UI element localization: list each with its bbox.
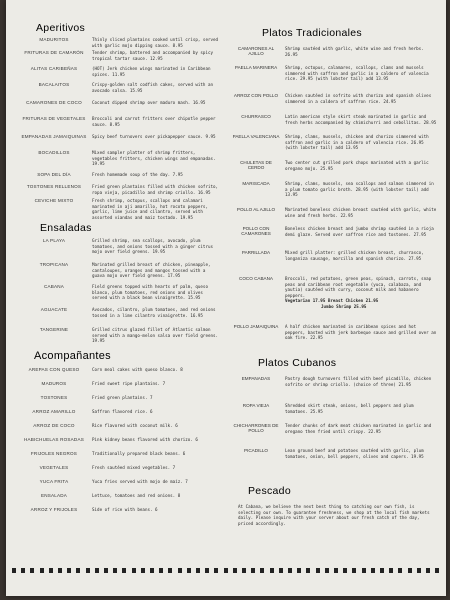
item-desc: Marinated boneless chicken breast sautéed with garlic, white wine and fresh herbs. 22.95 [285, 207, 437, 218]
item-name: AGUACATE [40, 307, 68, 312]
item-price-line: Vegetarian 17.95 Breast Chicken 21.95 [285, 298, 379, 304]
item-price-line: Jumbo Shrimp 25.95 [321, 303, 367, 309]
binding-hole [113, 568, 117, 573]
item-name: CHURRASCO [241, 114, 271, 119]
binding-hole [224, 568, 228, 573]
item-name: POLLO AL AJILLO [236, 207, 276, 212]
item-name: LA PLAYA [42, 238, 66, 243]
item-desc: Grilled shrimp, sea scallops, avocado, plum tomatoes, and onions tossed with a ginger citrus mojo over field greens. 19.95 [92, 238, 214, 255]
item-desc: Shrimp sautéed with garlic, white wine and fresh herbs. 26.95 [285, 46, 424, 57]
binding-hole [270, 568, 274, 573]
item-desc: Shrimp, octopus, calamares, scallops, clams and mussels simmered with saffron and garlic in a caldero of valencia rice. 29.95 (with lobster tail) add 13.95 [285, 65, 429, 82]
item-desc: Fried green plantains filled with chicken sofrito, ropa vieja, picadillo and shrimp criollo. 16.95 [92, 184, 219, 195]
item-desc: Fried sweet ripe plantains. 7 [92, 381, 166, 386]
item-desc: Fresh shrimp, octopus, scallops and calamari marinated in aji amarillo, hot rocoto peppers, garlic, lime juice and cilantro, served with assorted viandas and maiz tostado. 19.95 [92, 198, 208, 220]
binding-hole [104, 568, 108, 573]
item-name: ROPA VIEJA [242, 403, 270, 408]
section-title-acompanantes: Acompañantes [34, 350, 111, 362]
item-desc: Chicken sautéed in sofrito with chorizo and spanish olives simmered in a caldera of saffron rice. 24.95 [285, 93, 432, 104]
item-desc: Two center cut grilled pork chops marinated with a garlic oregano mojo. 25.95 [285, 160, 429, 171]
item-name: PICADILLO [244, 448, 268, 453]
binding-hole [214, 568, 218, 573]
item-name: ALITAS CARIBEÑAS [30, 66, 78, 71]
item-desc: Lean ground beef and potatoes sautéed with garlic, plum tomatoes, onion, bell peppers, olives and capers. 19.95 [285, 448, 424, 459]
binding-hole [417, 568, 421, 573]
item-name: SOPA DEL DÍA [37, 172, 71, 177]
menu-page [6, 0, 446, 596]
binding-hole [122, 568, 126, 573]
section-title-aperitivos: Aperitivos [36, 22, 86, 34]
binding-hole [334, 568, 338, 573]
item-name: FRITURAS DE CAMARÓN [24, 50, 84, 55]
binding-hole [288, 568, 292, 573]
item-desc: Fried green plantains. 7 [92, 395, 153, 400]
item-desc: Yuca fries served with mojo de maíz. 7 [92, 479, 188, 484]
item-name: CAMARONES DE COCO [26, 100, 82, 105]
item-desc: Grilled citrus glazed fillet of Atlantic salmon served with a mango-melon salsa over field greens. 19.95 [92, 327, 219, 344]
binding-hole [150, 568, 154, 573]
item-desc: Pink kidney beans flavored with chorizo. 6 [92, 437, 198, 442]
item-desc: (HOT) Jerk chicken wings marinated in Caribbean spices. 11.95 [92, 66, 211, 77]
binding-hole [426, 568, 430, 573]
item-desc: Boneless chicken breast and jumbo shrimp sautéed in a rioja demi glaze. Served over saffron rice and tostones. 27.95 [285, 226, 434, 237]
item-name: CAMARONES AL AJILLO [237, 46, 275, 56]
item-name: CHULETAS DE CERDO [240, 160, 272, 170]
binding-hole [398, 568, 402, 573]
item-name: BOCADILLOS [38, 150, 70, 155]
item-name: ARROZ CON POLLO [233, 93, 279, 98]
item-desc: Thinly sliced plantains cooked until crisp, served with garlic mojo dipping sauce. 8.95 [92, 37, 219, 48]
item-name: ARROZ DE COCO [33, 423, 75, 428]
binding-hole [95, 568, 99, 573]
binding-hole [297, 568, 301, 573]
item-name: YUCA FRITA [39, 479, 69, 484]
binding-hole [408, 568, 412, 573]
item-name: TANGERINE [39, 327, 69, 332]
item-desc: Lettuce, tomatoes and red onions. 8 [92, 493, 181, 498]
binding-hole [40, 568, 44, 573]
binding-hole [362, 568, 366, 573]
binding-hole [76, 568, 80, 573]
binding-hole [86, 568, 90, 573]
binding-hole [306, 568, 310, 573]
binding-hole [178, 568, 182, 573]
section-title-platos-cubanos: Platos Cubanos [258, 357, 337, 369]
item-name: MARISCADA [242, 181, 270, 186]
binding-hole [21, 568, 25, 573]
binding-hole [196, 568, 200, 573]
binding-hole [141, 568, 145, 573]
item-name: AREPAS CON QUESO [28, 367, 80, 372]
item-name: ENSALADA [40, 493, 68, 498]
binding-holes [6, 568, 446, 576]
item-desc: Field greens topped with hearts of palm, queso blanco, plum tomatoes, red onions and olives served with a black bean vinaigrette. 15.95 [92, 284, 208, 301]
binding-hole [352, 568, 356, 573]
item-desc: Shrimp, clams, mussels, chicken and chorizo simmered with saffron and garlic in a caldero of valencia rice. 26.95 (with lobster tail) add 13.95 [285, 134, 429, 151]
item-name: TOSTONES RELLENOS [26, 184, 82, 189]
item-desc: Spicy beef turnovers over pickapepper sauce. 9.95 [92, 134, 216, 139]
binding-hole [159, 568, 163, 573]
item-name: POLLO JAMAIQUINA [233, 324, 279, 329]
binding-hole [187, 568, 191, 573]
item-name: CEVICHE MIXTO [34, 198, 74, 203]
binding-hole [371, 568, 375, 573]
item-desc: Avocados, cilantro, plum tomatoes, and red onions tossed in a lime cilantro vinaigrette. 16.95 [92, 307, 216, 318]
item-desc [285, 276, 438, 310]
section-title-pescado: Pescado [248, 485, 291, 497]
binding-hole [132, 568, 136, 573]
item-desc: Tender shrimp, battered and accompanied by spicy tropical tartar sauce. 12.95 [92, 50, 214, 61]
item-name: ARROZ Y FRIJOLES [30, 507, 78, 512]
item-name: BACALAITOS [38, 82, 70, 87]
binding-hole [343, 568, 347, 573]
item-desc: Latin american style skirt steak marinated in garlic and fresh herbs accompanied by chimichurri and cebollitas. 28.95 [285, 114, 437, 125]
item-desc: Coconut dipped shrimp over maduro mash. 16.95 [92, 100, 206, 105]
binding-hole [260, 568, 264, 573]
binding-hole [168, 568, 172, 573]
section-title-platos-tradicionales: Platos Tradicionales [262, 27, 362, 39]
item-desc: Rice flavored with coconut milk. 6 [92, 423, 178, 428]
item-name: EMPANADAS [241, 376, 271, 381]
item-name: CABANA [43, 284, 65, 289]
item-desc: Marinated grilled breast of chicken, pineapple, cantaloupes, oranges and mangos tossed with a guava mojo over field greens. 17.95 [92, 262, 211, 279]
binding-hole [233, 568, 237, 573]
item-desc: Side of rice with beans. 6 [92, 507, 158, 512]
item-desc: Pastry dough turnovers filled with beef picadillo, chicken sofrito or shrimp criollo. (choice of three) 21.95 [285, 376, 432, 387]
item-desc: A half chicken marinated in caribbean spices and hot peppers, basted with jerk barbeque sauce and grilled over an oak fire. 22.95 [285, 324, 437, 341]
section-title-ensaladas: Ensaladas [40, 222, 92, 234]
item-desc: Broccoli and carrot fritters over chipotle pepper sauce. 8.95 [92, 116, 216, 127]
item-name: TOSTONES [40, 395, 68, 400]
item-name: CHICHARRONES DE POLLO [233, 423, 279, 433]
item-name: FRITURAS DE VEGETALES [22, 116, 86, 121]
item-name: PAELLA VALENCIANA [232, 134, 280, 139]
item-name: MADURITOS [39, 37, 69, 42]
binding-hole [316, 568, 320, 573]
item-desc-text: Broccoli, red potatoes, green peas, spinach, carrots, snap peas and caribbean root vegetable (yuca, calabaza, and yautia) sautéed with curry, coconut milk and habanero peppers. [285, 276, 432, 298]
item-desc: Saffron flavored rice. 6 [92, 409, 153, 414]
item-desc: Corn meal cakes with queso blanco. 8 [92, 367, 183, 372]
item-name: PARRILLADA [241, 250, 271, 255]
item-name: HABICHUELAS ROSADAS [24, 437, 84, 442]
item-desc: Fresh homemade soup of the day. 7.95 [92, 172, 183, 177]
binding-hole [205, 568, 209, 573]
binding-hole [49, 568, 53, 573]
item-name: EMPANADAS JAMAIQUINAS [21, 134, 87, 139]
pescado-text: At Cabana, we believe the next best thing to catching our own fish, is selecting our own. To guarantee freshness, we shop at the local fish markets daily. Please inquire with your server about our fresh catch of the day, priced accordingly. [238, 504, 430, 526]
binding-hole [242, 568, 246, 573]
binding-hole [58, 568, 62, 573]
item-name: VEGETALES [39, 465, 69, 470]
item-desc: Crispy-golden salt codfish cakes, served with an avocado salsa. 15.95 [92, 82, 214, 93]
item-desc: Mixed grill platter: grilled chicken breast, churrasco, longaniza sausage, morcilla and spanish chorizo. 27.95 [285, 250, 424, 261]
item-name: ARROZ AMARILLO [32, 409, 76, 414]
item-name: MADUROS [41, 381, 67, 386]
binding-hole [325, 568, 329, 573]
binding-hole [251, 568, 255, 573]
item-name: FRIJOLES NEGROS [30, 451, 78, 456]
binding-hole [67, 568, 71, 573]
binding-hole [30, 568, 34, 573]
item-desc: Fresh sautéed mixed vegetables. 7 [92, 465, 176, 470]
binding-hole [389, 568, 393, 573]
item-desc: Mixed sampler platter of shrimp fritters, vegetables fritters, chicken wings and empanadas. 19.95 [92, 150, 216, 167]
item-desc: Traditionally prepared black beans. 6 [92, 451, 186, 456]
binding-hole [380, 568, 384, 573]
item-name: POLLO CON CAMARONES [241, 226, 271, 236]
item-desc: Shredded skirt steak, onions, bell peppers and plum tomatoes. 25.95 [285, 403, 414, 414]
item-name: TROPICANA [39, 262, 69, 267]
item-name: PAELLA MARINERA [234, 65, 278, 70]
binding-hole [279, 568, 283, 573]
binding-hole [12, 568, 16, 573]
item-name: COCO CABANA [239, 276, 273, 281]
item-desc: Tender chunks of dark meat chicken marinated in garlic and oregano then fried until crispy. 22.95 [285, 423, 432, 434]
item-desc: Shrimp, clams, mussels, sea scallops and salmon simmered in a plum tomato garlic broth. 28.95 (with lobster tail) add 13.95 [285, 181, 434, 198]
binding-hole [435, 568, 439, 573]
